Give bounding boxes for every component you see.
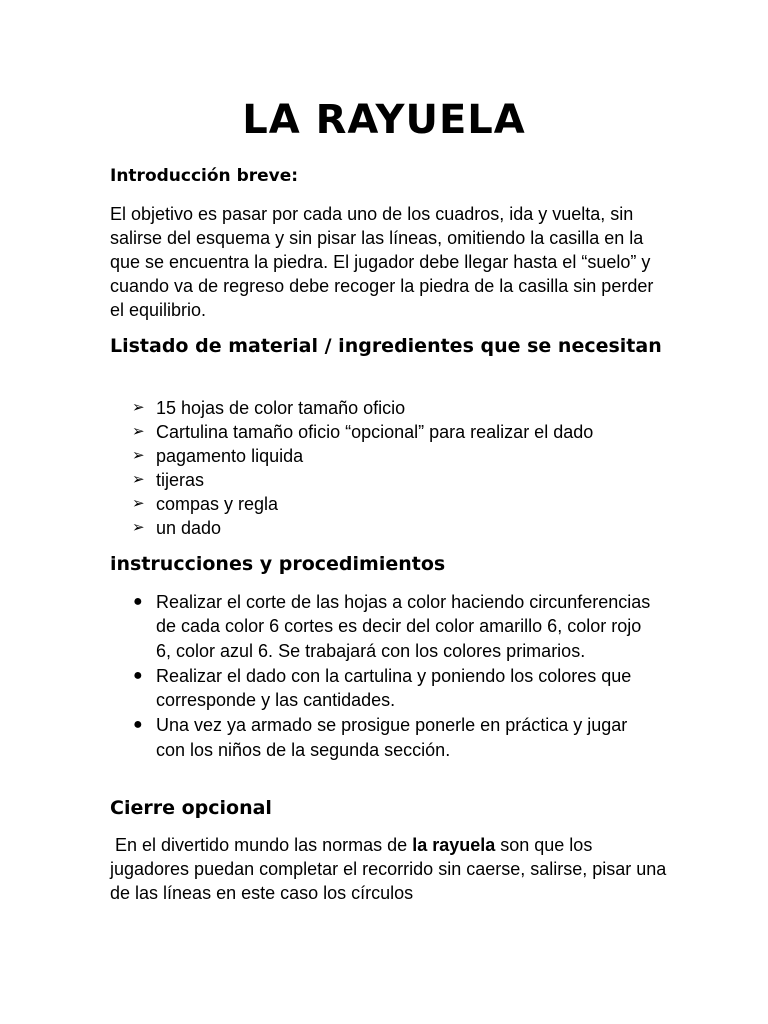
- list-item-text: pagamento liquida: [156, 446, 304, 466]
- closing-heading: Cierre opcional: [110, 797, 272, 819]
- list-item: [0, 664, 656, 713]
- list-item-text: compas y regla: [156, 494, 279, 514]
- round-bullet-icon: ●: [133, 716, 143, 734]
- instructions-list: [0, 590, 768, 763]
- arrowhead-bullet-icon: ➢: [132, 519, 145, 536]
- list-item-text: tijeras: [156, 470, 205, 490]
- list-item: [0, 516, 768, 540]
- list-item: [0, 468, 768, 492]
- list-item-text: 15 hojas de color tamaño oficio: [156, 398, 406, 418]
- arrowhead-bullet-icon: ➢: [132, 495, 145, 512]
- list-item-text: Una vez ya armado se prosigue ponerle en práctica y jugar con los niños de la segunda sección.: [156, 715, 628, 760]
- arrowhead-bullet-icon: ➢: [132, 423, 145, 440]
- arrowhead-bullet-icon: ➢: [132, 399, 145, 416]
- list-item: [0, 713, 656, 762]
- list-item-text: Realizar el corte de las hojas a color haciendo circunferencias de cada color 6 cortes es decir del color amarillo 6, color rojo 6, color azul 6. Se trabajará con los colores primarios.: [156, 592, 651, 661]
- list-item: [0, 396, 768, 420]
- intro-heading: Introducción breve:: [110, 166, 299, 186]
- list-item-text: un dado: [156, 518, 222, 538]
- closing-text-bold: la rayuela: [412, 835, 496, 855]
- materials-list: [0, 396, 768, 540]
- closing-text-start: En el divertido mundo las normas de: [110, 835, 413, 855]
- round-bullet-icon: ●: [133, 666, 143, 684]
- intro-paragraph: El objetivo es pasar por cada uno de los cuadros, ida y vuelta, sin salirse del esquema y sin pisar las líneas, omitiendo la casilla en la que se encuentra la piedra. El jugador debe llegar hasta el “suelo” y cuando va de regreso debe recoger la piedra de la casilla sin perder el equilibrio.: [110, 204, 654, 320]
- instructions-heading: instrucciones y procedimientos: [110, 553, 446, 575]
- arrowhead-bullet-icon: ➢: [132, 447, 145, 464]
- list-item-text: Realizar el dado con la cartulina y poniendo los colores que corresponde y las cantidades.: [156, 665, 632, 711]
- closing-text-end: son que los jugadores puedan completar el recorrido sin caerse, salirse, pisar una de las líneas en este caso los círculos: [110, 835, 672, 903]
- list-item: [0, 590, 656, 663]
- round-bullet-icon: ●: [133, 593, 143, 610]
- list-item: [0, 492, 768, 516]
- list-item-text: Cartulina tamaño oficio “opcional” para realizar el dado: [156, 422, 594, 442]
- closing-paragraph: [110, 833, 670, 905]
- arrowhead-bullet-icon: ➢: [132, 471, 145, 488]
- list-item: [0, 420, 768, 444]
- document-title: LA RAYUELA: [242, 97, 526, 143]
- materials-heading: Listado de material / ingredientes que se necesitan: [110, 335, 662, 357]
- list-item: [0, 444, 768, 468]
